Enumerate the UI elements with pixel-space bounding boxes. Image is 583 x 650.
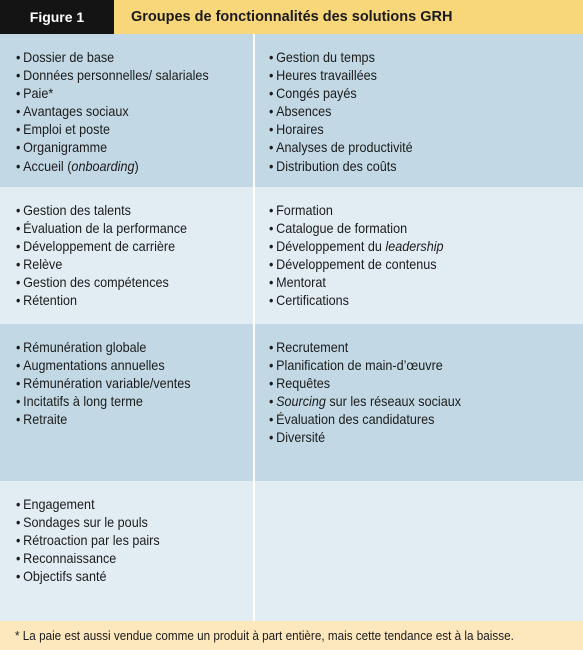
feature-list bbox=[16, 338, 253, 428]
table-row bbox=[0, 187, 583, 324]
group-recruiting bbox=[255, 324, 583, 481]
list-item: • Emploi et poste bbox=[16, 120, 229, 138]
list-item: • Relève bbox=[16, 255, 229, 273]
list-item: • Sondages sur le pouls bbox=[16, 513, 229, 531]
feature-list bbox=[269, 201, 583, 310]
list-item-italic: onboarding bbox=[71, 157, 135, 174]
empty-cell bbox=[255, 481, 583, 621]
group-talent-management bbox=[0, 187, 253, 324]
list-item: • Reconnaissance bbox=[16, 549, 229, 567]
figure-title: Groupes de fonctionnalités des solutions GRH bbox=[131, 9, 453, 25]
group-time-management bbox=[255, 34, 583, 187]
table-row bbox=[0, 481, 583, 621]
list-item: • Dossier de base bbox=[16, 48, 229, 66]
list-item-text: ) bbox=[134, 157, 139, 174]
list-item-text: Accueil ( bbox=[23, 157, 72, 174]
group-compensation bbox=[0, 324, 253, 481]
list-item: • Diversité bbox=[269, 428, 552, 446]
list-item: • Gestion des compétences bbox=[16, 273, 229, 291]
list-item: • Engagement bbox=[16, 495, 229, 513]
feature-list bbox=[269, 338, 583, 447]
feature-list bbox=[16, 201, 253, 310]
list-item: • Développement de carrière bbox=[16, 237, 229, 255]
table-row bbox=[0, 324, 583, 481]
list-item: • Incitatifs à long terme bbox=[16, 392, 229, 410]
list-item: • Données personnelles/ salariales bbox=[16, 66, 229, 84]
list-item: • Congés payés bbox=[269, 84, 552, 102]
list-item-text: sur les réseaux sociaux bbox=[325, 393, 462, 410]
footnote bbox=[0, 621, 583, 650]
list-item: • Avantages sociaux bbox=[16, 102, 229, 120]
list-item: • Rétroaction par les pairs bbox=[16, 531, 229, 549]
list-item: • Planification de main-d’œuvre bbox=[269, 356, 552, 374]
figure-label: Figure 1 bbox=[0, 0, 114, 34]
list-item: • Mentorat bbox=[269, 273, 552, 291]
list-item: • Augmentations annuelles bbox=[16, 356, 229, 374]
list-item: • Gestion du temps bbox=[269, 48, 552, 66]
feature-groups-table bbox=[0, 34, 583, 621]
list-item: • Retraite bbox=[16, 410, 229, 428]
group-training bbox=[255, 187, 583, 324]
list-item: • Objectifs santé bbox=[16, 567, 229, 585]
list-item: • Évaluation des candidatures bbox=[269, 410, 552, 428]
list-item-leadership bbox=[269, 237, 552, 255]
figure-header bbox=[0, 0, 583, 34]
list-item: • Gestion des talents bbox=[16, 201, 229, 219]
group-engagement bbox=[0, 481, 253, 621]
list-item: • Formation bbox=[269, 201, 552, 219]
feature-list bbox=[16, 48, 253, 175]
list-item: • Rémunération globale bbox=[16, 338, 229, 356]
list-item-sourcing bbox=[269, 392, 552, 410]
list-item: • Catalogue de formation bbox=[269, 219, 552, 237]
list-item: • Organigramme bbox=[16, 138, 229, 156]
list-item-onboarding bbox=[16, 157, 229, 175]
table-row bbox=[0, 34, 583, 187]
list-item: • Absences bbox=[269, 102, 552, 120]
feature-list bbox=[16, 495, 253, 585]
list-item: • Développement de contenus bbox=[269, 255, 552, 273]
list-item: • Distribution des coûts bbox=[269, 157, 552, 175]
list-item: • Rémunération variable/ventes bbox=[16, 374, 229, 392]
list-item: • Certifications bbox=[269, 291, 552, 309]
feature-list bbox=[269, 48, 583, 175]
footnote-text: * La paie est aussi vendue comme un produit à part entière, mais cette tendance est à la baisse. bbox=[15, 628, 514, 643]
list-item: • Paie* bbox=[16, 84, 229, 102]
group-core-hr bbox=[0, 34, 253, 187]
column-divider bbox=[253, 34, 255, 621]
list-item-italic: leadership bbox=[385, 238, 444, 255]
list-item: • Rétention bbox=[16, 291, 229, 309]
list-item-italic: Sourcing bbox=[276, 393, 326, 410]
list-item: • Recrutement bbox=[269, 338, 552, 356]
list-item: • Évaluation de la performance bbox=[16, 219, 229, 237]
list-item-text: Développement du bbox=[276, 238, 386, 255]
list-item: • Heures travaillées bbox=[269, 66, 552, 84]
list-item: • Requêtes bbox=[269, 374, 552, 392]
list-item: • Horaires bbox=[269, 120, 552, 138]
list-item: • Analyses de productivité bbox=[269, 138, 552, 156]
